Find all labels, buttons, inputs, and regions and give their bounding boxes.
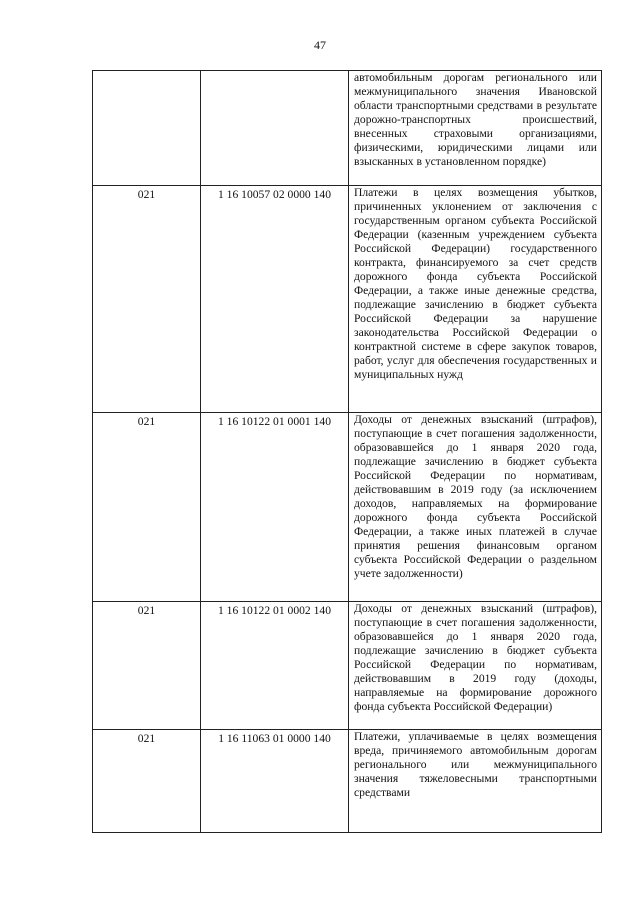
description-cell: Платежи, уплачиваемые в целях возмещения вреда, причиняемого автомобильным дорогам регионального или межмуниципального значения тяжеловесными транспортными средствами xyxy=(349,730,602,833)
income-code-cell: 1 16 10057 02 0000 140 xyxy=(201,186,349,413)
description-cell: автомобильным дорогам регионального или межмуниципального значения Ивановской области транспортными средствами в результате дорожно-транспортных происшествий, внесенных страховыми организациями, физическими, юридическими лицами или взысканных в установленном порядке) xyxy=(349,71,602,186)
table-row xyxy=(93,413,602,602)
table-row xyxy=(93,186,602,413)
income-code-cell xyxy=(201,71,349,186)
description-cell: Доходы от денежных взысканий (штрафов), поступающие в счет погашения задолженности, образовавшейся до 1 января 2020 года, подлежащие зачислению в бюджет субъекта Российской Федерации по нормативам, действовавшим в 2019 году (за исключением доходов, направляемых на формирование дорожного фонда субъекта Российской Федерации, а также иных платежей в случае принятия решения финансовым органом субъекта Российской Федерации о раздельном учете задолженности) xyxy=(349,413,602,602)
admin-code-cell: 021 xyxy=(93,730,201,833)
page-number: 47 xyxy=(314,38,326,52)
table-row xyxy=(93,730,602,833)
table-row-continuation xyxy=(93,71,602,186)
income-code-cell: 1 16 11063 01 0000 140 xyxy=(201,730,349,833)
income-code-cell: 1 16 10122 01 0001 140 xyxy=(201,413,349,602)
income-code-cell: 1 16 10122 01 0002 140 xyxy=(201,602,349,730)
admin-code-cell: 021 xyxy=(93,413,201,602)
admin-code-cell: 021 xyxy=(93,602,201,730)
description-cell: Доходы от денежных взысканий (штрафов), поступающие в счет погашения задолженности, образовавшейся до 1 января 2020 года, подлежащие зачислению в бюджет субъекта Российской Федерации по нормативам, действовавшим в 2019 году (доходы, направляемые на формирование дорожного фонда субъекта Российской Федерации) xyxy=(349,602,602,730)
admin-code-cell xyxy=(93,71,201,186)
income-codes-table xyxy=(92,70,602,833)
description-cell: Платежи в целях возмещения убытков, причиненных уклонением от заключения с государственным органом субъекта Российской Федерации (казенным учреждением субъекта Российской Федерации) государственного контракта, финансируемого за счет средств дорожного фонда субъекта Российской Федерации, а также иные денежные средства, подлежащие зачислению в бюджет субъекта Российской Федерации за нарушение законодательства Российской Федерации о контрактной системе в сфере закупок товаров, работ, услуг для обеспечения государственных и муниципальных нужд xyxy=(349,186,602,413)
admin-code-cell: 021 xyxy=(93,186,201,413)
table-row xyxy=(93,602,602,730)
